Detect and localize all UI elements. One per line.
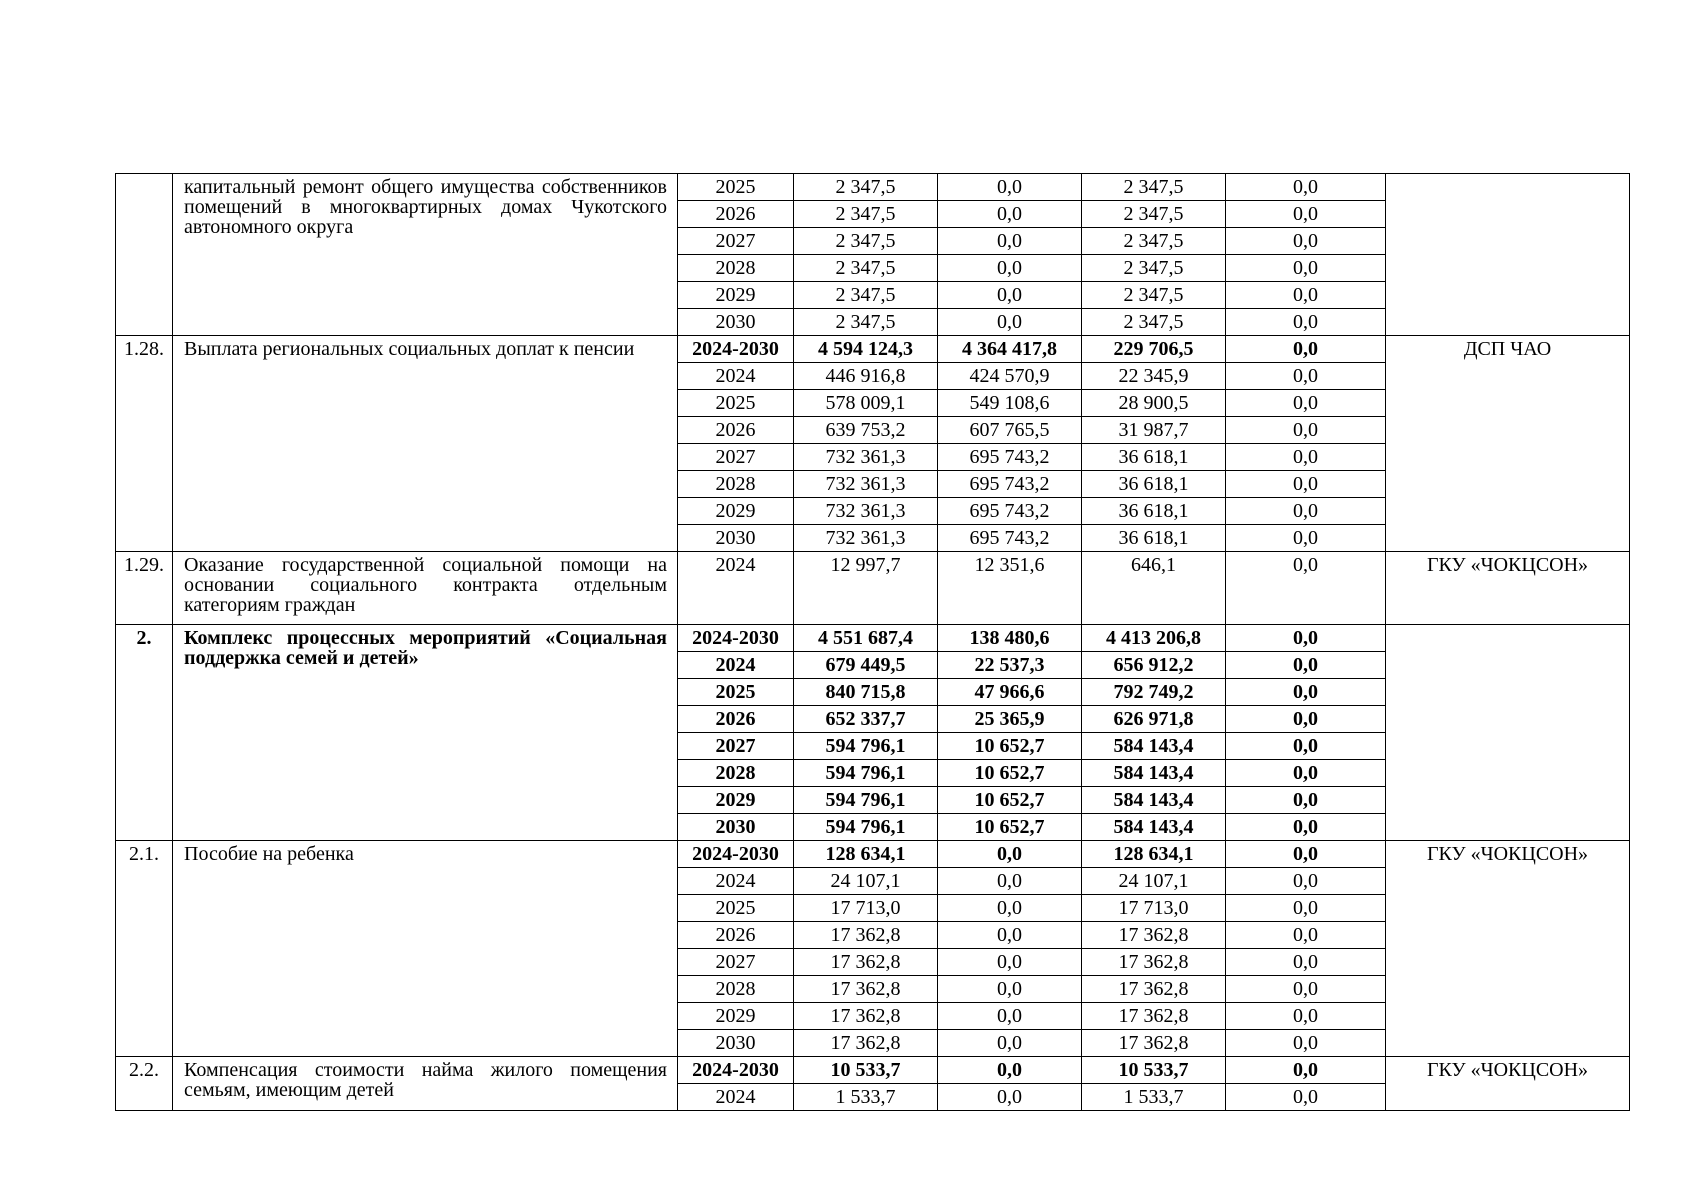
federal-budget-cell: 424 570,9 (938, 363, 1082, 390)
table-row (116, 625, 1630, 652)
other-sources-cell: 0,0 (1226, 309, 1386, 336)
row-number-cell: 1.29. (116, 552, 173, 625)
total-cell: 17 362,8 (794, 922, 938, 949)
period-cell: 2030 (678, 1030, 794, 1057)
federal-budget-cell: 0,0 (938, 1030, 1082, 1057)
total-cell: 2 347,5 (794, 282, 938, 309)
period-cell: 2024 (678, 652, 794, 679)
measure-name-cell: Пособие на ребенка (173, 841, 678, 1057)
federal-budget-cell: 10 652,7 (938, 787, 1082, 814)
period-cell: 2030 (678, 525, 794, 552)
regional-budget-cell: 2 347,5 (1082, 174, 1226, 201)
row-number-cell: 2. (116, 625, 173, 841)
responsible-cell (1386, 625, 1630, 841)
responsible-cell (1386, 174, 1630, 336)
total-cell: 17 362,8 (794, 949, 938, 976)
regional-budget-cell: 28 900,5 (1082, 390, 1226, 417)
federal-budget-cell: 695 743,2 (938, 498, 1082, 525)
federal-budget-cell: 10 652,7 (938, 814, 1082, 841)
federal-budget-cell: 25 365,9 (938, 706, 1082, 733)
federal-budget-cell: 0,0 (938, 282, 1082, 309)
total-cell: 12 997,7 (794, 552, 938, 625)
period-cell: 2027 (678, 949, 794, 976)
measure-name-cell: Выплата региональных социальных доплат к пенсии (173, 336, 678, 552)
federal-budget-cell: 607 765,5 (938, 417, 1082, 444)
other-sources-cell: 0,0 (1226, 787, 1386, 814)
table-row (116, 174, 1630, 201)
other-sources-cell: 0,0 (1226, 363, 1386, 390)
regional-budget-cell: 22 345,9 (1082, 363, 1226, 390)
other-sources-cell: 0,0 (1226, 1030, 1386, 1057)
total-cell: 679 449,5 (794, 652, 938, 679)
regional-budget-cell: 128 634,1 (1082, 841, 1226, 868)
other-sources-cell: 0,0 (1226, 390, 1386, 417)
total-cell: 2 347,5 (794, 309, 938, 336)
period-cell: 2024-2030 (678, 841, 794, 868)
other-sources-cell: 0,0 (1226, 949, 1386, 976)
federal-budget-cell: 0,0 (938, 228, 1082, 255)
row-number-cell (116, 174, 173, 336)
other-sources-cell: 0,0 (1226, 1084, 1386, 1111)
regional-budget-cell: 24 107,1 (1082, 868, 1226, 895)
total-cell: 639 753,2 (794, 417, 938, 444)
other-sources-cell: 0,0 (1226, 895, 1386, 922)
total-cell: 24 107,1 (794, 868, 938, 895)
total-cell: 10 533,7 (794, 1057, 938, 1084)
row-number-cell: 2.1. (116, 841, 173, 1057)
responsible-cell: ГКУ «ЧОКЦСОН» (1386, 841, 1630, 1057)
period-cell: 2024-2030 (678, 1057, 794, 1084)
regional-budget-cell: 17 362,8 (1082, 922, 1226, 949)
other-sources-cell: 0,0 (1226, 228, 1386, 255)
regional-budget-cell: 31 987,7 (1082, 417, 1226, 444)
period-cell: 2026 (678, 201, 794, 228)
other-sources-cell: 0,0 (1226, 625, 1386, 652)
other-sources-cell: 0,0 (1226, 525, 1386, 552)
responsible-cell: ГКУ «ЧОКЦСОН» (1386, 552, 1630, 625)
federal-budget-cell: 10 652,7 (938, 760, 1082, 787)
other-sources-cell: 0,0 (1226, 1057, 1386, 1084)
federal-budget-cell: 4 364 417,8 (938, 336, 1082, 363)
period-cell: 2025 (678, 174, 794, 201)
period-cell: 2026 (678, 417, 794, 444)
other-sources-cell: 0,0 (1226, 976, 1386, 1003)
federal-budget-cell: 0,0 (938, 1003, 1082, 1030)
federal-budget-cell: 0,0 (938, 1084, 1082, 1111)
regional-budget-cell: 17 362,8 (1082, 1030, 1226, 1057)
federal-budget-cell: 12 351,6 (938, 552, 1082, 625)
regional-budget-cell: 646,1 (1082, 552, 1226, 625)
regional-budget-cell: 36 618,1 (1082, 444, 1226, 471)
other-sources-cell: 0,0 (1226, 760, 1386, 787)
budget-table-body (116, 174, 1630, 1111)
federal-budget-cell: 0,0 (938, 309, 1082, 336)
period-cell: 2026 (678, 706, 794, 733)
total-cell: 1 533,7 (794, 1084, 938, 1111)
federal-budget-cell: 695 743,2 (938, 444, 1082, 471)
regional-budget-cell: 584 143,4 (1082, 814, 1226, 841)
total-cell: 732 361,3 (794, 498, 938, 525)
regional-budget-cell: 2 347,5 (1082, 228, 1226, 255)
regional-budget-cell: 17 362,8 (1082, 1003, 1226, 1030)
other-sources-cell: 0,0 (1226, 706, 1386, 733)
period-cell: 2025 (678, 390, 794, 417)
total-cell: 578 009,1 (794, 390, 938, 417)
period-cell: 2028 (678, 471, 794, 498)
total-cell: 2 347,5 (794, 201, 938, 228)
total-cell: 652 337,7 (794, 706, 938, 733)
regional-budget-cell: 10 533,7 (1082, 1057, 1226, 1084)
federal-budget-cell: 0,0 (938, 949, 1082, 976)
period-cell: 2027 (678, 228, 794, 255)
regional-budget-cell: 656 912,2 (1082, 652, 1226, 679)
other-sources-cell: 0,0 (1226, 444, 1386, 471)
other-sources-cell: 0,0 (1226, 471, 1386, 498)
regional-budget-cell: 17 362,8 (1082, 949, 1226, 976)
regional-budget-cell: 229 706,5 (1082, 336, 1226, 363)
period-cell: 2024-2030 (678, 625, 794, 652)
other-sources-cell: 0,0 (1226, 652, 1386, 679)
period-cell: 2025 (678, 895, 794, 922)
other-sources-cell: 0,0 (1226, 417, 1386, 444)
regional-budget-cell: 2 347,5 (1082, 255, 1226, 282)
period-cell: 2027 (678, 733, 794, 760)
regional-budget-cell: 2 347,5 (1082, 282, 1226, 309)
period-cell: 2028 (678, 976, 794, 1003)
period-cell: 2024 (678, 552, 794, 625)
other-sources-cell: 0,0 (1226, 868, 1386, 895)
total-cell: 594 796,1 (794, 733, 938, 760)
other-sources-cell: 0,0 (1226, 1003, 1386, 1030)
other-sources-cell: 0,0 (1226, 814, 1386, 841)
other-sources-cell: 0,0 (1226, 255, 1386, 282)
total-cell: 2 347,5 (794, 255, 938, 282)
other-sources-cell: 0,0 (1226, 679, 1386, 706)
period-cell: 2029 (678, 1003, 794, 1030)
regional-budget-cell: 36 618,1 (1082, 525, 1226, 552)
period-cell: 2029 (678, 498, 794, 525)
regional-budget-cell: 2 347,5 (1082, 309, 1226, 336)
table-row (116, 552, 1630, 625)
federal-budget-cell: 0,0 (938, 868, 1082, 895)
regional-budget-cell: 584 143,4 (1082, 733, 1226, 760)
other-sources-cell: 0,0 (1226, 201, 1386, 228)
regional-budget-cell: 17 713,0 (1082, 895, 1226, 922)
measure-name-cell: капитальный ремонт общего имущества собственников помещений в многоквартирных домах Чукотского автономного округа (173, 174, 678, 336)
total-cell: 446 916,8 (794, 363, 938, 390)
period-cell: 2027 (678, 444, 794, 471)
federal-budget-cell: 0,0 (938, 1057, 1082, 1084)
federal-budget-cell: 22 537,3 (938, 652, 1082, 679)
other-sources-cell: 0,0 (1226, 282, 1386, 309)
federal-budget-cell: 0,0 (938, 976, 1082, 1003)
total-cell: 594 796,1 (794, 760, 938, 787)
federal-budget-cell: 0,0 (938, 255, 1082, 282)
regional-budget-cell: 584 143,4 (1082, 760, 1226, 787)
federal-budget-cell: 0,0 (938, 201, 1082, 228)
total-cell: 594 796,1 (794, 787, 938, 814)
regional-budget-cell: 1 533,7 (1082, 1084, 1226, 1111)
period-cell: 2029 (678, 787, 794, 814)
federal-budget-cell: 0,0 (938, 174, 1082, 201)
responsible-cell: ГКУ «ЧОКЦСОН» (1386, 1057, 1630, 1111)
period-cell: 2024 (678, 1084, 794, 1111)
federal-budget-cell: 10 652,7 (938, 733, 1082, 760)
responsible-cell: ДСП ЧАО (1386, 336, 1630, 552)
other-sources-cell: 0,0 (1226, 498, 1386, 525)
regional-budget-cell: 36 618,1 (1082, 471, 1226, 498)
period-cell: 2025 (678, 679, 794, 706)
federal-budget-cell: 695 743,2 (938, 471, 1082, 498)
regional-budget-cell: 792 749,2 (1082, 679, 1226, 706)
row-number-cell: 1.28. (116, 336, 173, 552)
total-cell: 4 594 124,3 (794, 336, 938, 363)
other-sources-cell: 0,0 (1226, 174, 1386, 201)
other-sources-cell: 0,0 (1226, 336, 1386, 363)
other-sources-cell: 0,0 (1226, 922, 1386, 949)
total-cell: 732 361,3 (794, 525, 938, 552)
federal-budget-cell: 0,0 (938, 922, 1082, 949)
federal-budget-cell: 695 743,2 (938, 525, 1082, 552)
regional-budget-cell: 2 347,5 (1082, 201, 1226, 228)
total-cell: 594 796,1 (794, 814, 938, 841)
table-row (116, 841, 1630, 868)
measure-name-cell: Оказание государственной социальной помощи на основании социального контракта отдельным категориям граждан (173, 552, 678, 625)
period-cell: 2026 (678, 922, 794, 949)
measure-name-cell: Комплекс процессных мероприятий «Социальная поддержка семей и детей» (173, 625, 678, 841)
period-cell: 2028 (678, 760, 794, 787)
total-cell: 17 713,0 (794, 895, 938, 922)
period-cell: 2029 (678, 282, 794, 309)
regional-budget-cell: 17 362,8 (1082, 976, 1226, 1003)
total-cell: 732 361,3 (794, 444, 938, 471)
total-cell: 128 634,1 (794, 841, 938, 868)
budget-table (115, 173, 1630, 1111)
other-sources-cell: 0,0 (1226, 841, 1386, 868)
regional-budget-cell: 584 143,4 (1082, 787, 1226, 814)
total-cell: 17 362,8 (794, 976, 938, 1003)
total-cell: 2 347,5 (794, 228, 938, 255)
table-row (116, 1057, 1630, 1084)
total-cell: 840 715,8 (794, 679, 938, 706)
period-cell: 2024 (678, 868, 794, 895)
period-cell: 2024 (678, 363, 794, 390)
regional-budget-cell: 626 971,8 (1082, 706, 1226, 733)
period-cell: 2030 (678, 309, 794, 336)
federal-budget-cell: 138 480,6 (938, 625, 1082, 652)
federal-budget-cell: 0,0 (938, 841, 1082, 868)
measure-name-cell: Компенсация стоимости найма жилого помещения семьям, имеющим детей (173, 1057, 678, 1111)
other-sources-cell: 0,0 (1226, 733, 1386, 760)
total-cell: 17 362,8 (794, 1003, 938, 1030)
period-cell: 2030 (678, 814, 794, 841)
total-cell: 17 362,8 (794, 1030, 938, 1057)
total-cell: 4 551 687,4 (794, 625, 938, 652)
federal-budget-cell: 47 966,6 (938, 679, 1082, 706)
row-number-cell: 2.2. (116, 1057, 173, 1111)
table-row (116, 336, 1630, 363)
period-cell: 2024-2030 (678, 336, 794, 363)
total-cell: 732 361,3 (794, 471, 938, 498)
regional-budget-cell: 36 618,1 (1082, 498, 1226, 525)
total-cell: 2 347,5 (794, 174, 938, 201)
other-sources-cell: 0,0 (1226, 552, 1386, 625)
period-cell: 2028 (678, 255, 794, 282)
federal-budget-cell: 0,0 (938, 895, 1082, 922)
federal-budget-cell: 549 108,6 (938, 390, 1082, 417)
regional-budget-cell: 4 413 206,8 (1082, 625, 1226, 652)
